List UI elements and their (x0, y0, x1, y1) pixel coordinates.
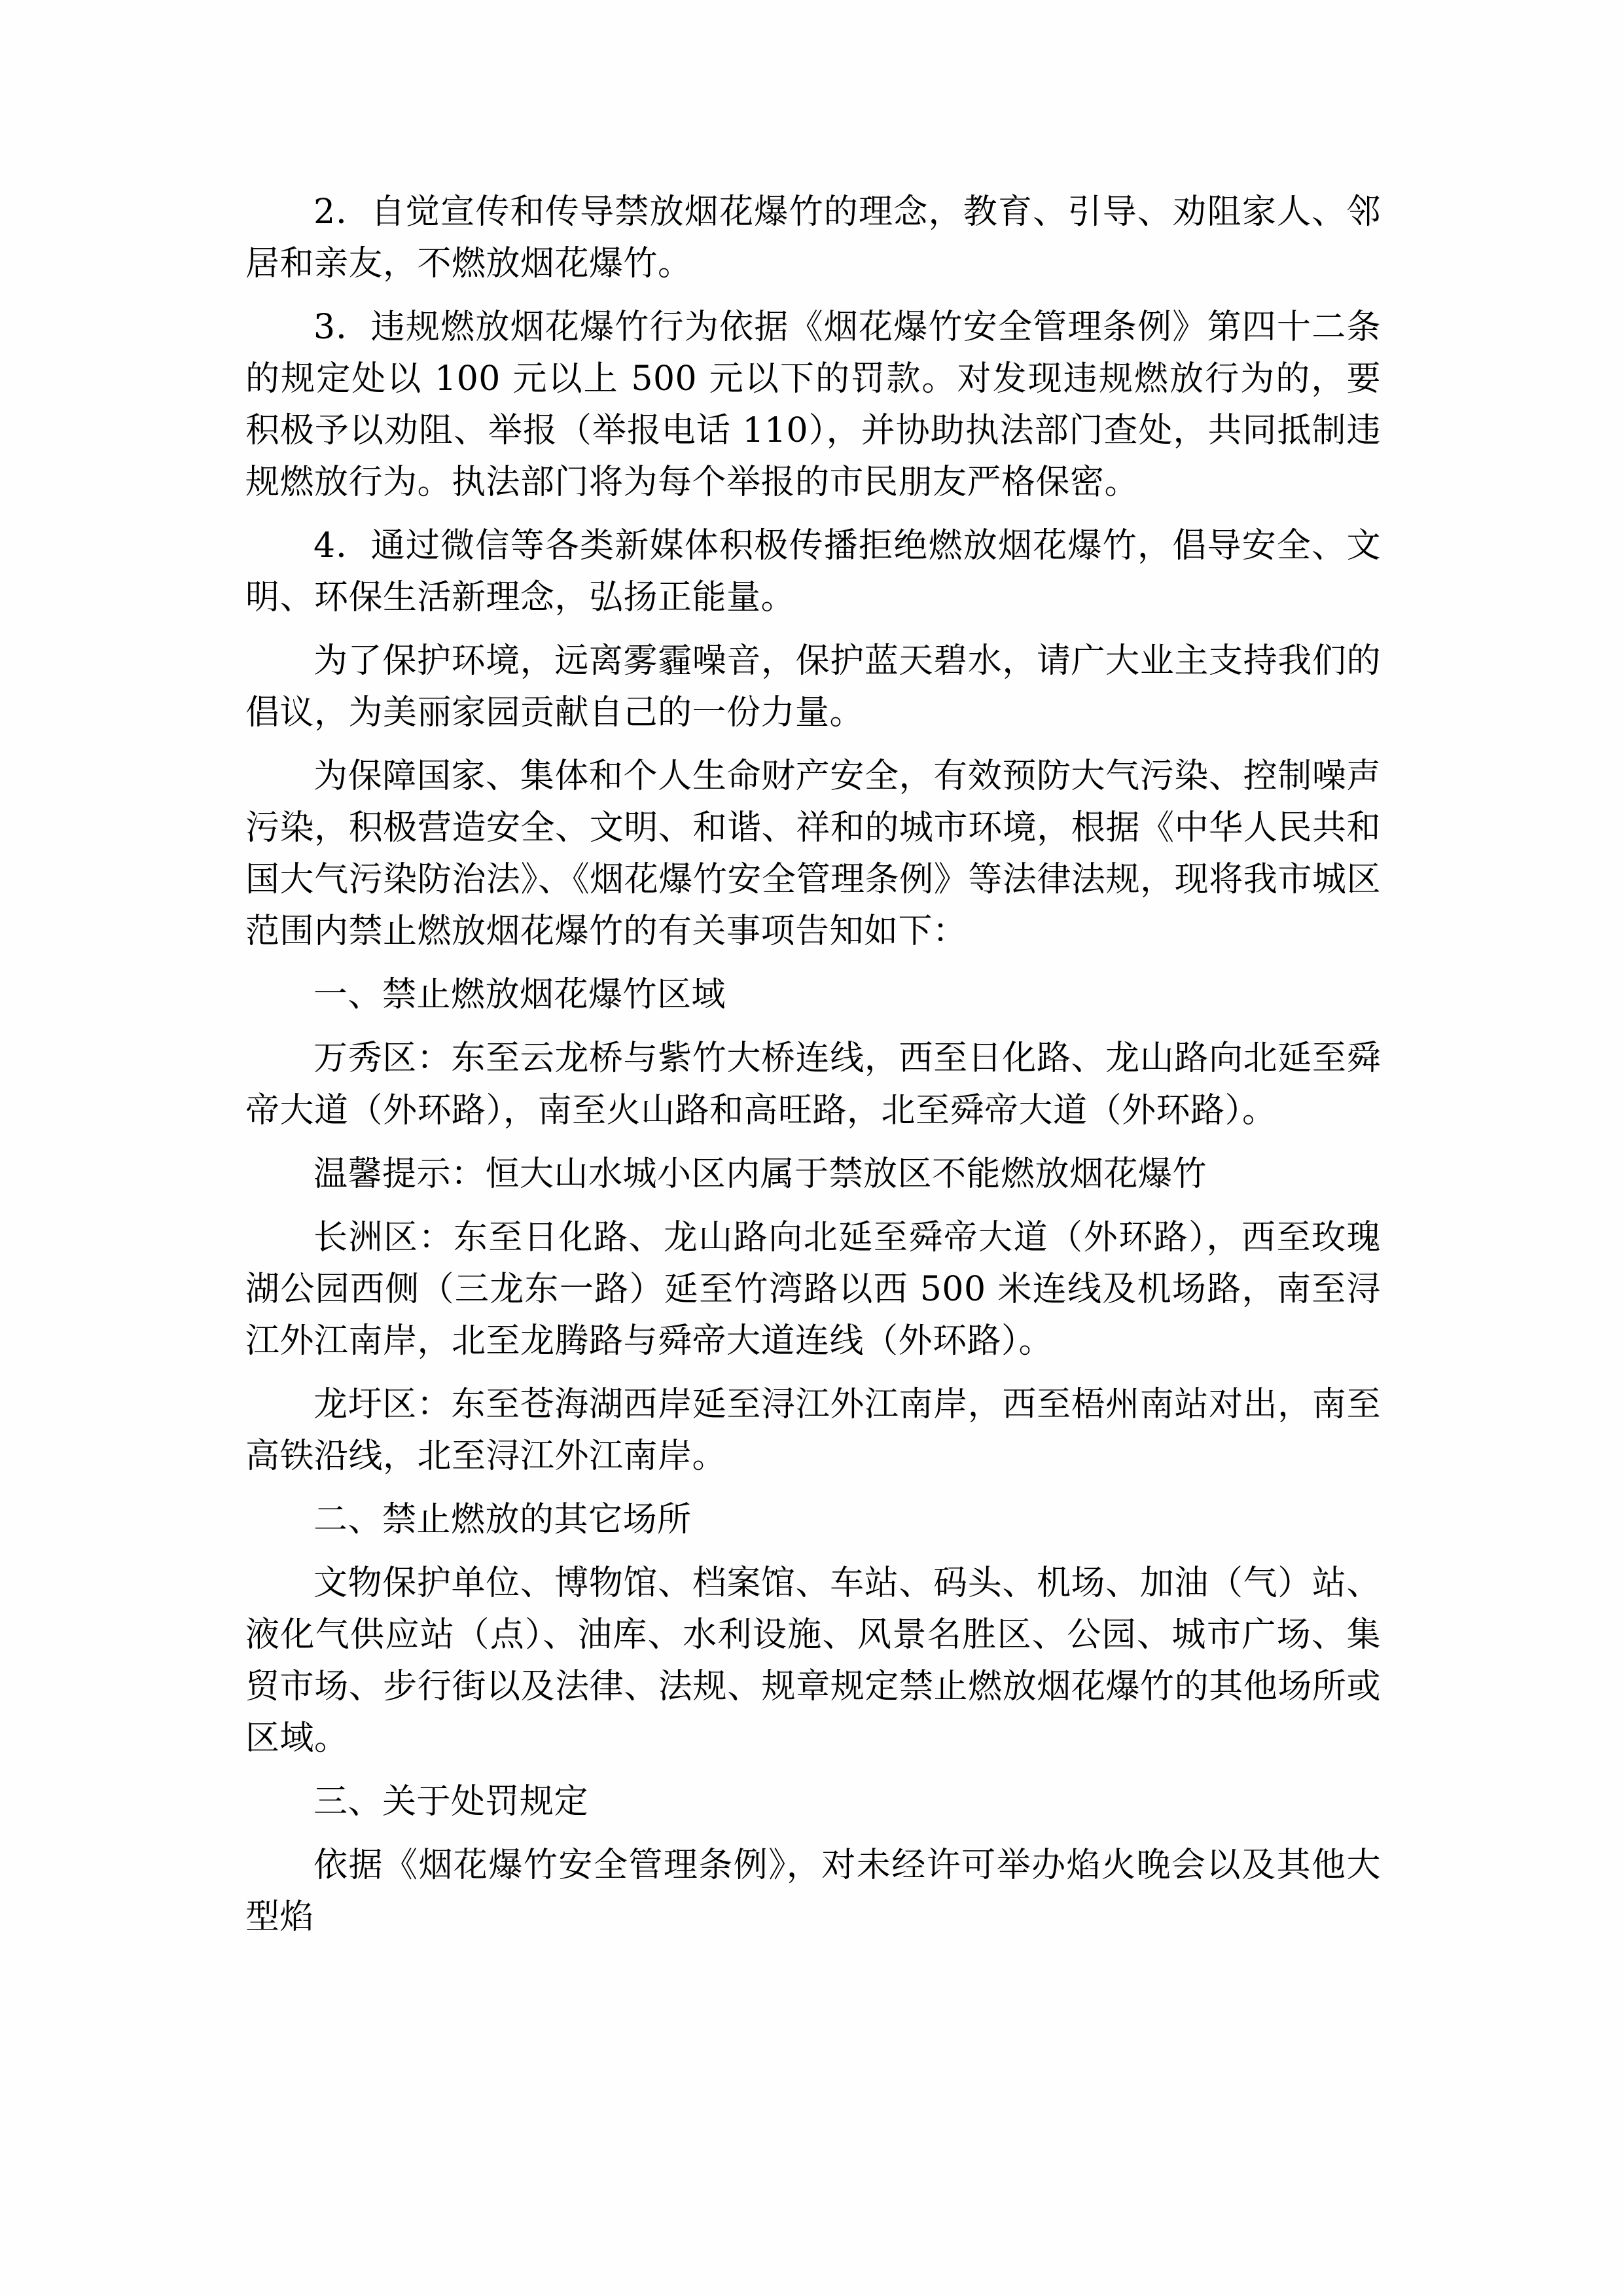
paragraph-notice-preamble: 为保障国家、集体和个人生命财产安全，有效预防大气污染、控制噪声污染，积极营造安全、文明、和谐、祥和的城市环境，根据《中华人民共和国大气污染防治法》、《烟花爆竹安全管理条例》等法律法规，现将我市城区范围内禁止燃放烟花爆竹的有关事项告知如下： (245, 757, 1381, 952)
paragraph-section-3-body: 依据《烟花爆竹安全管理条例》，对未经许可举办焰火晚会以及其他大型焰 (245, 1845, 1381, 1937)
document-body (245, 187, 1381, 1955)
heading-section-1: 一、禁止燃放烟花爆竹区域 (313, 975, 726, 1015)
paragraph-section-2-body: 文物保护单位、博物馆、档案馆、车站、码头、机场、加油（气）站、液化气供应站（点）、油库、水利设施、风景名胜区、公园、城市广场、集贸市场、步行街以及法律、法规、规章规定禁止燃放烟花爆竹的其他场所或区域。 (245, 1563, 1381, 1758)
paragraph-district-changzhou: 长洲区：东至日化路、龙山路向北延至舜帝大道（外环路），西至玫瑰湖公园西侧（三龙东一路）延至竹湾路以西 500 米连线及机场路，南至浔江外江南岸，北至龙腾路与舜帝大道连线（外环路）。 (245, 1217, 1381, 1361)
paragraph-appeal: 为了保护环境，远离雾霾噪音，保护蓝天碧水，请广大业主支持我们的倡议，为美丽家园贡献自己的一份力量。 (245, 641, 1381, 733)
paragraph-district-longxu: 龙圩区：东至苍海湖西岸延至浔江外江南岸，西至梧州南站对出，南至高铁沿线，北至浔江外江南岸。 (245, 1384, 1381, 1476)
paragraph-item-3: 3．违规燃放烟花爆竹行为依据《烟花爆竹安全管理条例》第四十二条的规定处以 100 元以上 500 元以下的罚款。对发现违规燃放行为的，要积极予以劝阻、举报（举报电话 110），并协助执法部门查处，共同抵制违规燃放行为。执法部门将为每个举报的市民朋友严格保密。 (245, 308, 1381, 503)
paragraph-item-4: 4．通过微信等各类新媒体积极传播拒绝燃放烟花爆竹，倡导安全、文明、环保生活新理念，弘扬正能量。 (245, 526, 1381, 618)
paragraph-item-2: 2．自觉宣传和传导禁放烟花爆竹的理念，教育、引导、劝阻家人、邻居和亲友，不燃放烟花爆竹。 (245, 192, 1381, 284)
heading-section-3: 三、关于处罚规定 (313, 1782, 589, 1821)
paragraph-tip-hengda: 温馨提示：恒大山水城小区内属于禁放区不能燃放烟花爆竹 (313, 1154, 1207, 1194)
heading-section-2: 二、禁止燃放的其它场所 (313, 1499, 692, 1539)
paragraph-district-wanxiu: 万秀区：东至云龙桥与紫竹大桥连线，西至日化路、龙山路向北延至舜帝大道（外环路），南至火山路和高旺路，北至舜帝大道（外环路）。 (245, 1039, 1381, 1130)
